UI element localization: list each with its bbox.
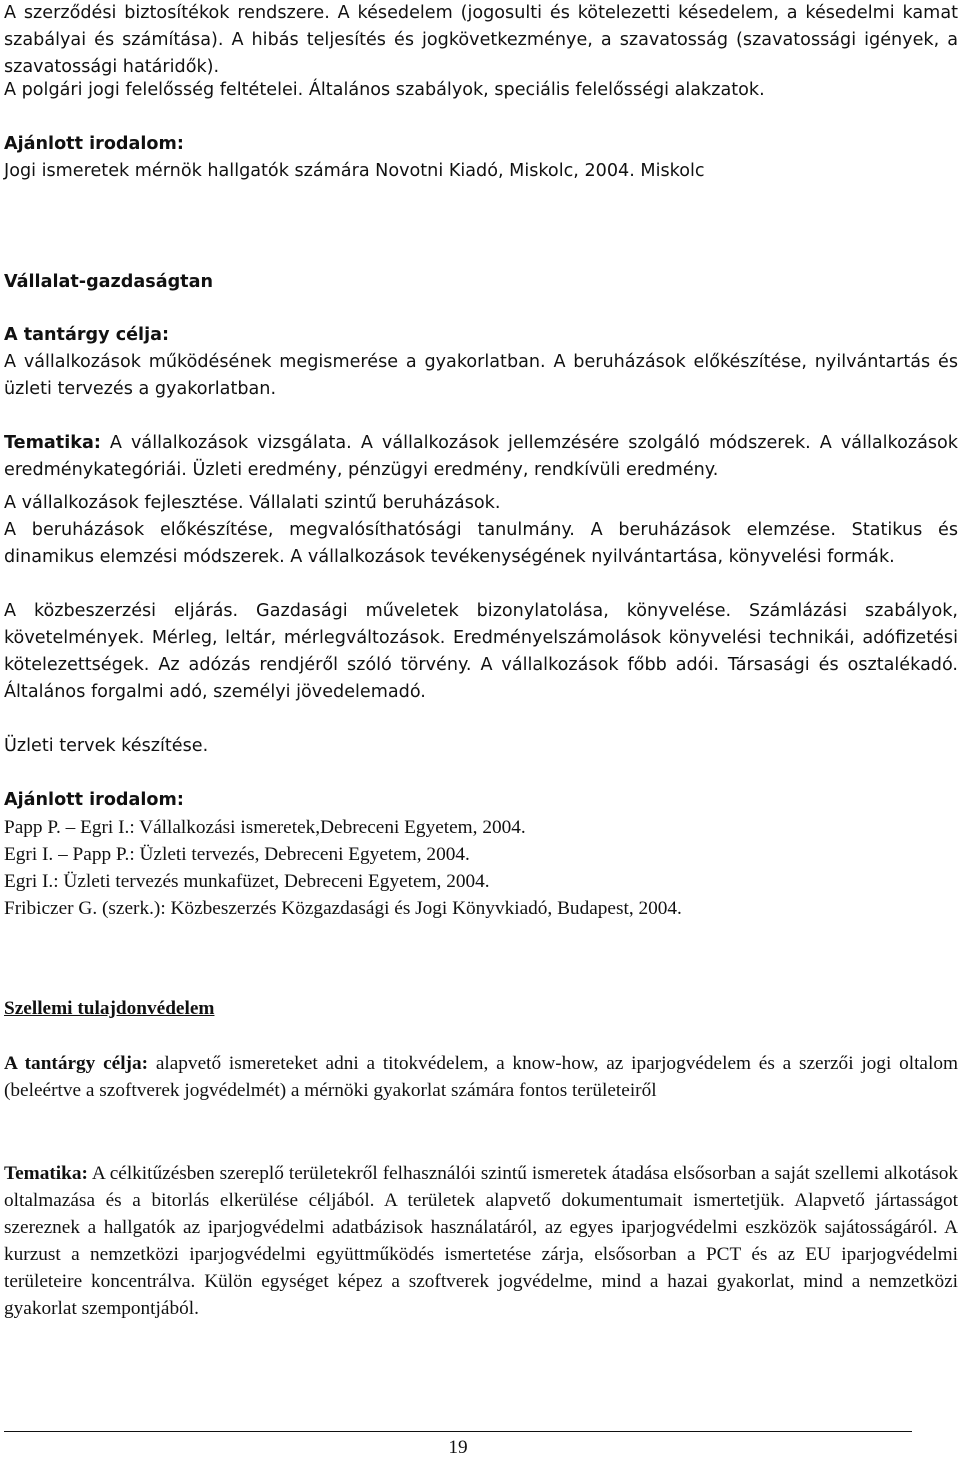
topics-text: A vállalkozások vizsgálata. A vállalkozások jellemzésére szolgáló módszerek. A vállalkozások eredménykategóriái. Üzleti eredmény, pénzügyi eredmény, rendkívüli eredmény. (4, 433, 958, 480)
topics-line-development: A vállalkozások fejlesztése. Vállalati szintű beruházások. (4, 493, 501, 513)
topics-line-investments: A beruházások előkészítése, megvalósíthatósági tanulmány. A beruházások elemzése. Statikus és dinamikus elemzési módszerek. A vállalkozások tevékenységének nyilvántartása, könyvelési formák. (4, 520, 958, 567)
literature-item: Papp P. – Egri I.: Vállalkozási ismeretek,Debreceni Egyetem, 2004. (4, 817, 526, 838)
goal-paragraph (4, 1050, 958, 1104)
literature-item: Fribiczer G. (szerk.): Közbeszerzés Közgazdasági és Jogi Könyvkiadó, Budapest, 2004. (4, 898, 682, 919)
topics-label: Tematika: (4, 1163, 88, 1184)
topics-label: Tematika: (4, 433, 101, 453)
footer-rule (4, 1431, 912, 1432)
page-number: 19 (448, 1437, 468, 1458)
literature-item: Egri I.: Üzleti tervezés munkafüzet, Debreceni Egyetem, 2004. (4, 871, 490, 892)
goal-text: alapvető ismereteket adni a titokvédelem, a know-how, az iparjogvédelem és a szerzői jogi oltalom (beleértve a szoftverek jogvédelmét) a mérnöki gyakorlat számára fontos területeiről (4, 1053, 958, 1101)
literature-item: Egri I. – Papp P.: Üzleti tervezés, Debreceni Egyetem, 2004. (4, 844, 470, 865)
topics-paragraph (4, 1160, 958, 1322)
literature-heading: Ajánlott irodalom: (4, 134, 184, 154)
literature-text: Jogi ismeretek mérnök hallgatók számára Novotni Kiadó, Miskolc, 2004. Miskolc (4, 161, 705, 181)
topics-text: A célkitűzésben szereplő területekről felhasználói szintű ismeretek átadása elsősorban a saját szellemi alkotások oltalmazása és a bitorlás elkerülése céljából. A területek alapvető dokumentumait ismertetjük. Alapvető jártasságot szereznek a hallgatók az iparjogvédelmi adatbázisok használatáról, az egyes iparjogvédelmi eszközök sajátosságáról. A kurzust a nemzetközi iparjogvédelmi együttműködés ismertetése zárja, elsősorban a PCT és az EU iparjogvédelmi területeire koncentrálva. Külön egységet képez a szoftverek jogvédelme, mind a hazai gyakorlat, mind a nemzetközi gyakorlat szempontjából. (4, 1163, 958, 1319)
goal-text: A vállalkozások működésének megismerése a gyakorlatban. A beruházások előkészítése, nyilvántartás és üzleti tervezés a gyakorlatban. (4, 352, 958, 399)
section-title: Szellemi tulajdonvédelem (4, 998, 215, 1019)
goal-label: A tantárgy célja: (4, 1053, 149, 1074)
literature-heading: Ajánlott irodalom: (4, 790, 184, 810)
topics-line-procurement: A közbeszerzési eljárás. Gazdasági műveletek bizonylatolása, könyvelése. Számlázási szabályok, követelmények. Mérleg, leltár, mérlegváltozások. Eredményelszámolások könyvelési technikái, adófizetési kötelezettségek. Az adózás rendjéről szóló törvény. A vállalkozások főbb adói. Társasági és osztalékadó. Általános forgalmi adó, személyi jövedelemadó. (4, 601, 958, 702)
top-paragraph: A szerződési biztosítékok rendszere. A késedelem (jogosulti és kötelezetti késedelem, a késedelmi kamat szabályai és számítása). A hibás teljesítés és jogkövetkezménye, a szavatosság (szavatossági igények, a szavatossági határidők). (4, 3, 958, 77)
topics-paragraph (4, 430, 958, 484)
section-title: Vállalat-gazdaságtan (4, 272, 213, 292)
goal-heading: A tantárgy célja: (4, 325, 170, 345)
top-paragraph-liability: A polgári jogi felelősség feltételei. Általános szabályok, speciális felelősségi alakzatok. (4, 80, 765, 100)
topics-line-business-plans: Üzleti tervek készítése. (4, 736, 209, 756)
literature-list (4, 814, 958, 922)
